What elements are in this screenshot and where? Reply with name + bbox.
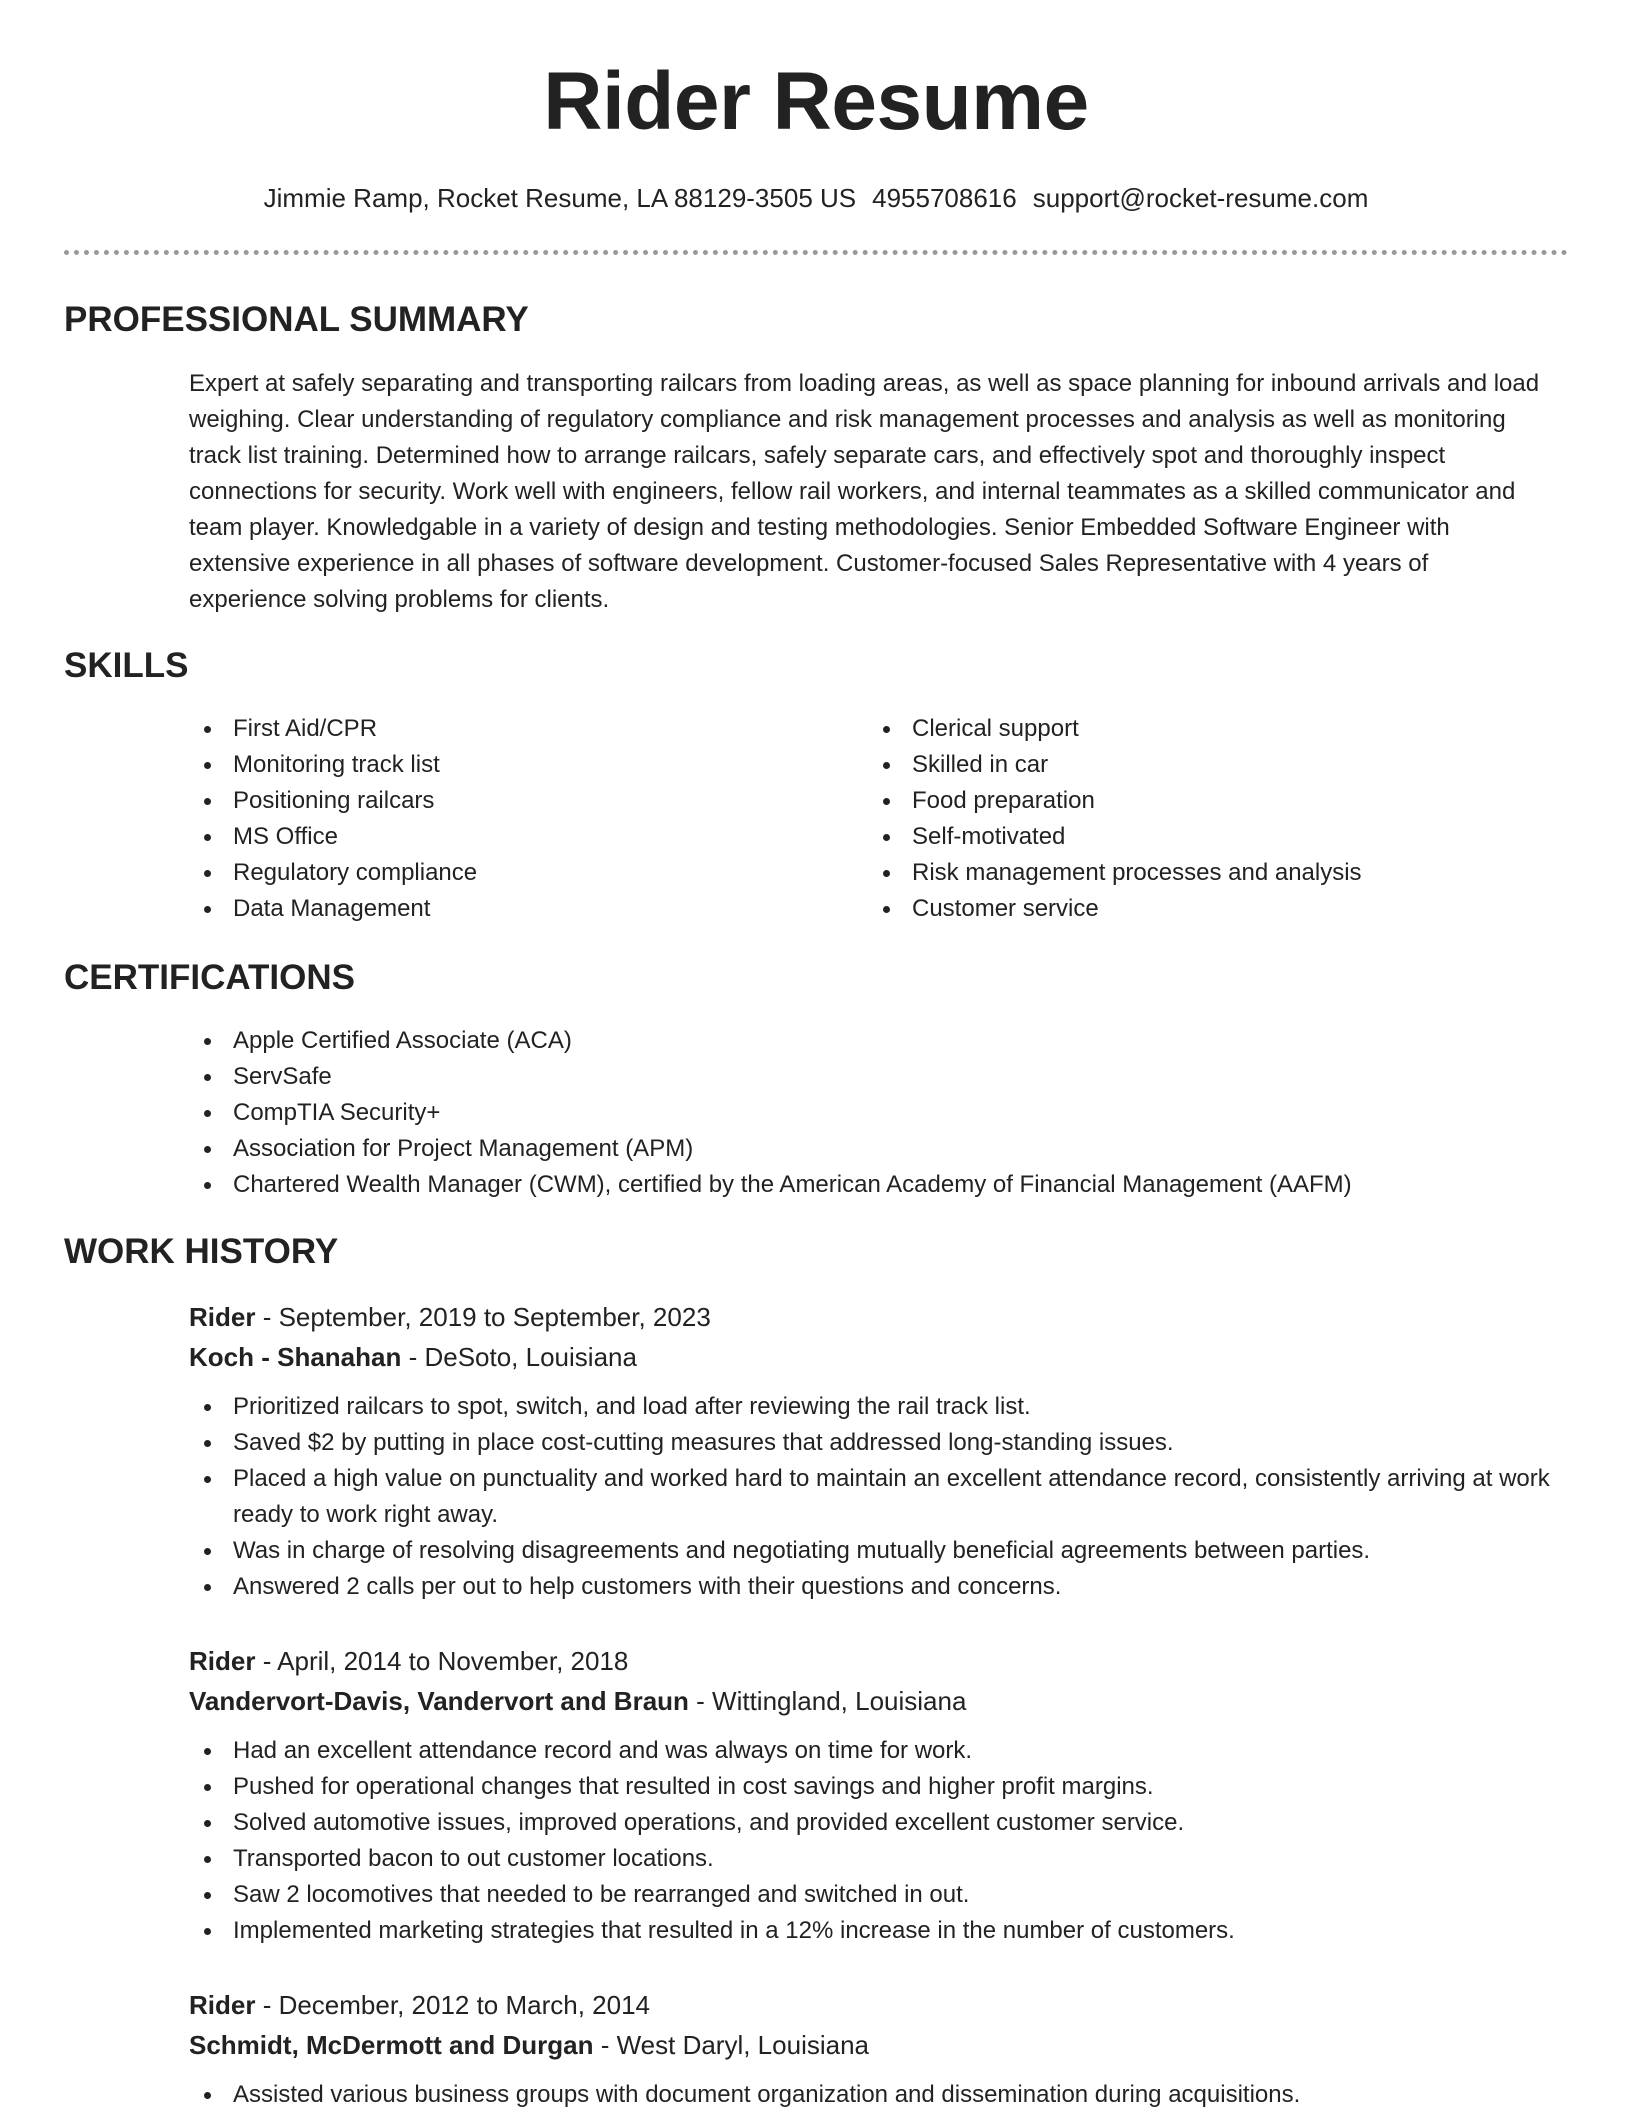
job-bullet: Answered 2 calls per out to help customers with their questions and concerns. xyxy=(189,1569,1559,1605)
job-title-line xyxy=(189,1641,1559,1681)
skill-item: Customer service xyxy=(868,891,1508,927)
certifications-list xyxy=(189,1023,1559,1203)
job-company-line xyxy=(189,1681,1559,1721)
job-company: Schmidt, McDermott and Durgan xyxy=(189,2030,594,2060)
contact-phone: 4955708616 xyxy=(872,183,1017,213)
job-bullets xyxy=(189,1733,1559,1949)
work-history-heading: WORK HISTORY xyxy=(64,1232,339,1271)
job-bullet: Prioritized railcars to spot, switch, and load after reviewing the rail track list. xyxy=(189,1389,1559,1425)
contact-address: Jimmie Ramp, Rocket Resume, LA 88129-3505 US xyxy=(263,183,857,213)
job-bullets xyxy=(189,1389,1559,1605)
resume-title: Rider Resume xyxy=(543,56,1089,147)
contact-email: support@rocket-resume.com xyxy=(1032,183,1369,213)
skill-item: Regulatory compliance xyxy=(189,855,829,891)
job-bullet: Pushed for operational changes that resulted in cost savings and higher profit margins. xyxy=(189,1769,1559,1805)
skill-item: Clerical support xyxy=(868,711,1508,747)
header-divider xyxy=(64,250,1568,255)
skill-item: Self-motivated xyxy=(868,819,1508,855)
job-entry xyxy=(189,1985,1559,2113)
job-bullet: Saved $2 by putting in place cost-cutting measures that addressed long-standing issues. xyxy=(189,1425,1559,1461)
skill-item: First Aid/CPR xyxy=(189,711,829,747)
certification-item: Association for Project Management (APM) xyxy=(189,1131,1559,1167)
job-bullet: Had an excellent attendance record and was always on time for work. xyxy=(189,1733,1559,1769)
job-location: - Wittingland, Louisiana xyxy=(688,1686,967,1716)
job-dates: - December, 2012 to March, 2014 xyxy=(255,1990,651,2020)
skills-list-right xyxy=(868,711,1508,927)
skill-item: Skilled in car xyxy=(868,747,1508,783)
job-bullet: Solved automotive issues, improved operations, and provided excellent customer service. xyxy=(189,1805,1559,1841)
skill-item: Data Management xyxy=(189,891,829,927)
job-bullets xyxy=(189,2077,1559,2113)
job-title-line xyxy=(189,1297,1559,1337)
contact-line xyxy=(0,179,1632,217)
job-bullet: Implemented marketing strategies that resulted in a 12% increase in the number of customers. xyxy=(189,1913,1559,1949)
skill-item: Monitoring track list xyxy=(189,747,829,783)
job-entry xyxy=(189,1297,1559,1605)
job-dates: - April, 2014 to November, 2018 xyxy=(255,1646,629,1676)
job-bullet: Was in charge of resolving disagreements and negotiating mutually beneficial agreements between parties. xyxy=(189,1533,1559,1569)
job-dates: - September, 2019 to September, 2023 xyxy=(255,1302,711,1332)
summary-text: Expert at safely separating and transporting railcars from loading areas, as well as space planning for inbound arrivals and load weighing. Clear understanding of regulatory compliance and risk management processes and analysis as well as monitoring track list training. Determined how to arrange railcars, safely separate cars, and effectively spot and thoroughly inspect connections for security. Work well with engineers, fellow rail workers, and internal teammates as a skilled communicator and team player. Knowledgable in a variety of design and testing methodologies. Senior Embedded Software Engineer with extensive experience in all phases of software development. Customer-focused Sales Representative with 4 years of experience solving problems for clients. xyxy=(189,370,1540,613)
skill-item: Risk management processes and analysis xyxy=(868,855,1508,891)
job-company: Koch - Shanahan xyxy=(189,1342,402,1372)
skill-item: MS Office xyxy=(189,819,829,855)
job-company-line xyxy=(189,2025,1559,2065)
job-location: - West Daryl, Louisiana xyxy=(593,2030,869,2060)
certifications-heading: CERTIFICATIONS xyxy=(64,958,356,997)
job-title: Rider xyxy=(189,1990,256,2020)
job-entry xyxy=(189,1641,1559,1949)
job-bullet: Assisted various business groups with document organization and dissemination during acquisitions. xyxy=(189,2077,1559,2113)
certification-item: Apple Certified Associate (ACA) xyxy=(189,1023,1559,1059)
job-location: - DeSoto, Louisiana xyxy=(401,1342,637,1372)
job-bullet: Transported bacon to out customer locations. xyxy=(189,1841,1559,1877)
certification-item: ServSafe xyxy=(189,1059,1559,1095)
job-company: Vandervort-Davis, Vandervort and Braun xyxy=(189,1686,689,1716)
skills-heading: SKILLS xyxy=(64,646,189,685)
certification-item: Chartered Wealth Manager (CWM), certified by the American Academy of Financial Management (AAFM) xyxy=(189,1167,1559,1203)
summary-heading: PROFESSIONAL SUMMARY xyxy=(64,300,529,339)
skills-list-left xyxy=(189,711,829,927)
job-bullet: Saw 2 locomotives that needed to be rearranged and switched in out. xyxy=(189,1877,1559,1913)
skill-item: Positioning railcars xyxy=(189,783,829,819)
certification-item: CompTIA Security+ xyxy=(189,1095,1559,1131)
job-bullet: Placed a high value on punctuality and worked hard to maintain an excellent attendance record, consistently arriving at work ready to work right away. xyxy=(189,1461,1559,1533)
skill-item: Food preparation xyxy=(868,783,1508,819)
job-company-line xyxy=(189,1337,1559,1377)
job-title: Rider xyxy=(189,1302,256,1332)
job-title: Rider xyxy=(189,1646,256,1676)
job-title-line xyxy=(189,1985,1559,2025)
